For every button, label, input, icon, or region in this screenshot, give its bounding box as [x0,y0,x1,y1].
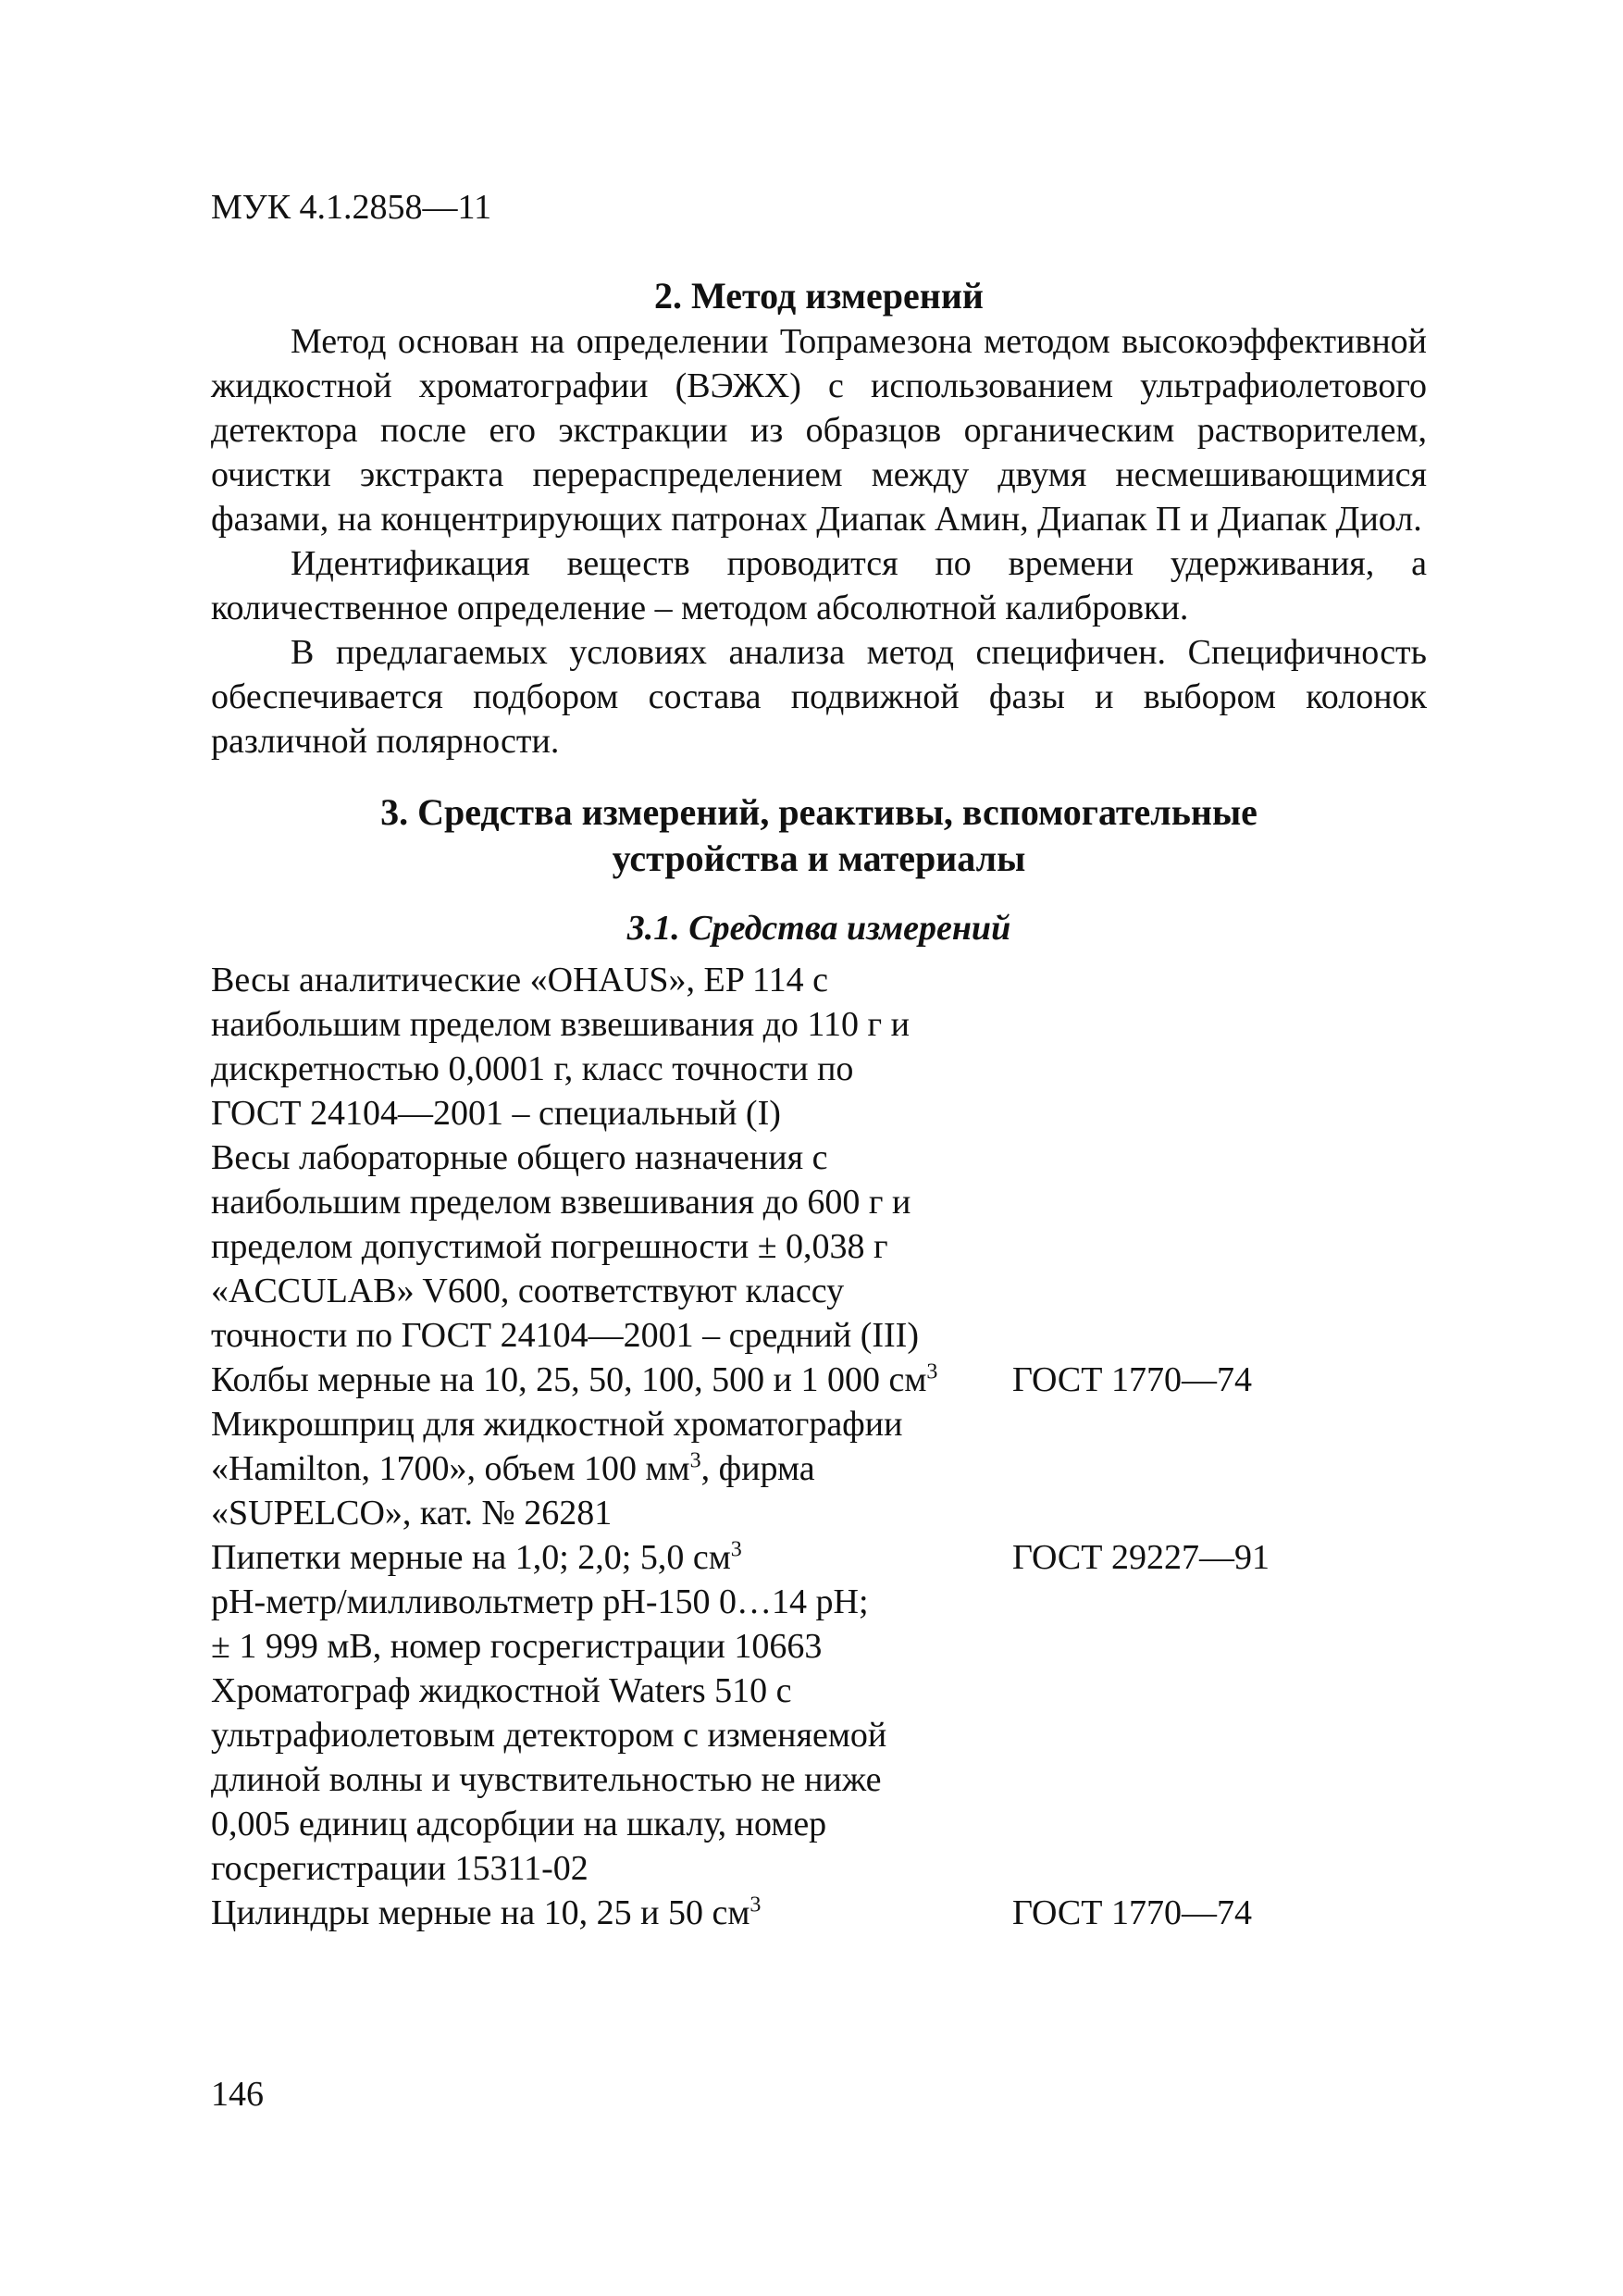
equipment-description-line: точности по ГОСТ 24104—2001 – средний (III) [211,1316,919,1355]
equipment-row [211,1535,1270,1580]
section-3-title-line: устройства и материалы [612,838,1026,879]
equipment-description-line: «SUPELCO», кат. № 26281 [211,1494,613,1533]
equipment-description-line: ± 1 999 мВ, номер госрегистрации 10663 [211,1627,823,1666]
document-code: МУК 4.1.2858—11 [211,188,492,227]
equipment-description-line: наибольшим пределом взвешивания до 600 г и [211,1183,911,1222]
equipment-description-line: пределом допустимой погрешности ± 0,038 г [211,1227,888,1266]
equipment-description-line: Колбы мерные на 10, 25, 50, 100, 500 и 1 000 $см^3$ [211,1359,938,1399]
equipment-standard: ГОСТ 29227—91 [1012,1538,1270,1577]
equipment-description [211,1402,1007,1535]
section-3-title-line: 3. Средства измерений, реактивы, вспомогательные [380,791,1258,833]
equipment-description-line: ультрафиолетовым детектором с изменяемой [211,1716,887,1755]
section-2-title: 2. Метод измерений [654,275,984,316]
equipment-description [211,1358,1007,1402]
equipment-description-line: 0,005 единиц адсорбции на шкалу, номер [211,1805,827,1843]
equipment-description-line: Весы аналитические «OHAUS», EP 114 с [211,961,828,999]
equipment-description [211,1891,1007,1935]
section-2-paragraph: Идентификация веществ проводится по времени удерживания, а количественное определение – методом абсолютной калибровки. [211,544,1427,627]
section-2-paragraph: В предлагаемых условиях анализа метод специфичен. Специфичность обеспечивается подбором состава подвижной фазы и выбором колонок различной полярности. [211,633,1427,761]
equipment-description-line: ГОСТ 24104—2001 – специальный (I) [211,1094,781,1133]
section-2-paragraph: Метод основан на определении Топрамезона методом высокоэффективной жидкостной хроматографии (ВЭЖХ) с использованием ультрафиолетового детектора после его экстракции из образцов органическим растворителем, очистки экстракта перераспределением между двумя несмешивающимися фазами, на концентрирующих патронах Диапак Амин, Диапак П и Диапак Диол. [211,322,1427,539]
equipment-standard [1007,1580,1270,1669]
equipment-description-line: Хроматограф жидкостной Waters 510 с [211,1671,792,1710]
equipment-row [211,1402,1270,1535]
equipment-standard: ГОСТ 1770—74 [1012,1360,1252,1399]
equipment-description-line: «ACCULAB» V600, соответствуют классу [211,1272,845,1310]
equipment-list [211,958,1270,1935]
page-number: 146 [211,2075,264,2114]
equipment-description-line: Цилиндры мерные на 10, 25 и 50 $см^3$ [211,1893,762,1932]
equipment-description [211,1136,1007,1358]
section-3-title [211,789,1427,882]
equipment-row [211,1891,1270,1935]
equipment-standard [1007,1669,1270,1891]
equipment-description-line: дискретностью 0,0001 г, класс точности по [211,1049,854,1088]
equipment-row [211,1358,1270,1402]
equipment-row [211,1669,1270,1891]
equipment-standard [1007,1136,1270,1358]
equipment-standard [1007,1402,1270,1535]
equipment-standard: ГОСТ 1770—74 [1012,1893,1252,1932]
equipment-description-line: госрегистрации 15311-02 [211,1849,588,1888]
equipment-description [211,1535,1007,1580]
equipment-row [211,958,1270,1136]
equipment-row [211,1136,1270,1358]
equipment-description [211,1669,1007,1891]
equipment-description-line: «Hamilton, 1700», объем 100 $мм^3$, фирма [211,1448,815,1488]
equipment-description-line: Весы лабораторные общего назначения с [211,1138,828,1177]
page-content [211,273,1427,1935]
equipment-row [211,1580,1270,1669]
equipment-description-line: наибольшим пределом взвешивания до 110 г и [211,1005,910,1044]
equipment-description [211,1580,1007,1669]
equipment-table [211,958,1270,1935]
equipment-description-line: Пипетки мерные на 1,0; 2,0; 5,0 $см^3$ [211,1537,742,1577]
equipment-description-line: Микрошприц для жидкостной хроматографии [211,1405,903,1444]
equipment-description-line: рН-метр/милливольтметр рН-150 0…14 рН; [211,1582,869,1621]
equipment-description-line: длиной волны и чувствительностью не ниже [211,1760,882,1799]
equipment-standard [1007,958,1270,1136]
equipment-description [211,958,1007,1136]
subsection-3-1-title: 3.1. Средства измерений [626,909,1011,948]
